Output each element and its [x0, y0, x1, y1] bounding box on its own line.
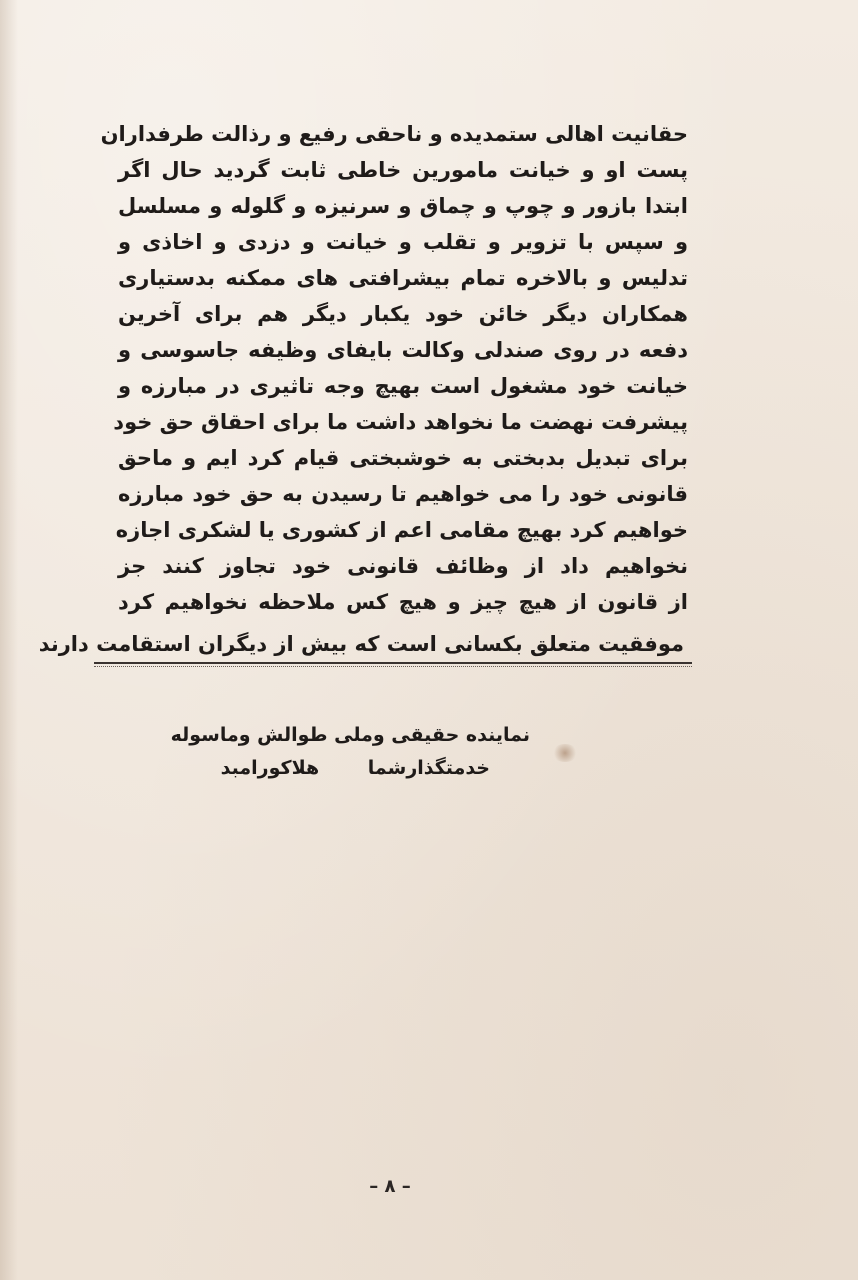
- divider-dotted-rule: [94, 666, 692, 667]
- divider-rule: [94, 662, 692, 664]
- body-line-2: پست او و خیانت مامورین خاطی ثابت گردید حال اگر: [118, 158, 688, 182]
- body-line-13: نخواهیم داد از وظائف قانونی خود تجاوز کنند جز: [118, 554, 688, 578]
- body-line-11: قانونی خود را می خواهیم تا رسیدن به حق خود مبارزه: [118, 482, 688, 506]
- page-edge-shadow: [0, 0, 18, 1280]
- signature-block: [120, 718, 530, 784]
- signature-title: نماینده حقیقی وملی طوالش وماسوله: [170, 724, 530, 746]
- page-number: – ۸ –: [369, 1176, 411, 1197]
- paper-stain: [552, 744, 578, 762]
- body-line-9: پیشرفت نهضت ما نخواهد داشت ما برای احقاق حق خود: [113, 410, 688, 434]
- body-line-12: خواهیم کرد بهیچ مقامی اعم از کشوری یا لشکری اجازه: [115, 518, 688, 542]
- motto-line: موفقیت متعلق بکسانی است که بیش از دیگران استقامت دارند: [38, 632, 684, 656]
- body-line-8: خیانت خود مشغول است بهیچ وجه تاثیری در مبارزه و: [118, 374, 688, 398]
- body-line-6: همکاران دیگر خائن خود یکبار دیگر هم برای آخرین: [118, 302, 688, 326]
- signature-name: خدمتگذارشما هلاکورامبد: [220, 757, 490, 779]
- body-line-10: برای تبدیل بدبختی به خوشبختی قیام کرد ایم و ماحق: [118, 446, 688, 470]
- body-line-5: تدلیس و بالاخره تمام بیشرافتی های ممکنه بدستیاری: [118, 266, 688, 290]
- body-line-4: و سپس با تزویر و تقلب و خیانت و دزدی و اخاذی و: [118, 230, 688, 254]
- body-line-14: از قانون از هیچ چیز و هیچ کس ملاحظه نخواهیم کرد: [118, 590, 688, 614]
- body-line-3: ابتدا بازور و چوپ و چماق و سرنیزه و گلوله و مسلسل: [118, 194, 688, 218]
- body-line-7: دفعه در روی صندلی وکالت بایفای وظیفه جاسوسی و: [118, 338, 688, 362]
- body-line-1: حقانیت اهالی ستمدیده و ناحقی رفیع و رذالت طرفداران: [100, 122, 688, 146]
- body-paragraph: [100, 116, 688, 620]
